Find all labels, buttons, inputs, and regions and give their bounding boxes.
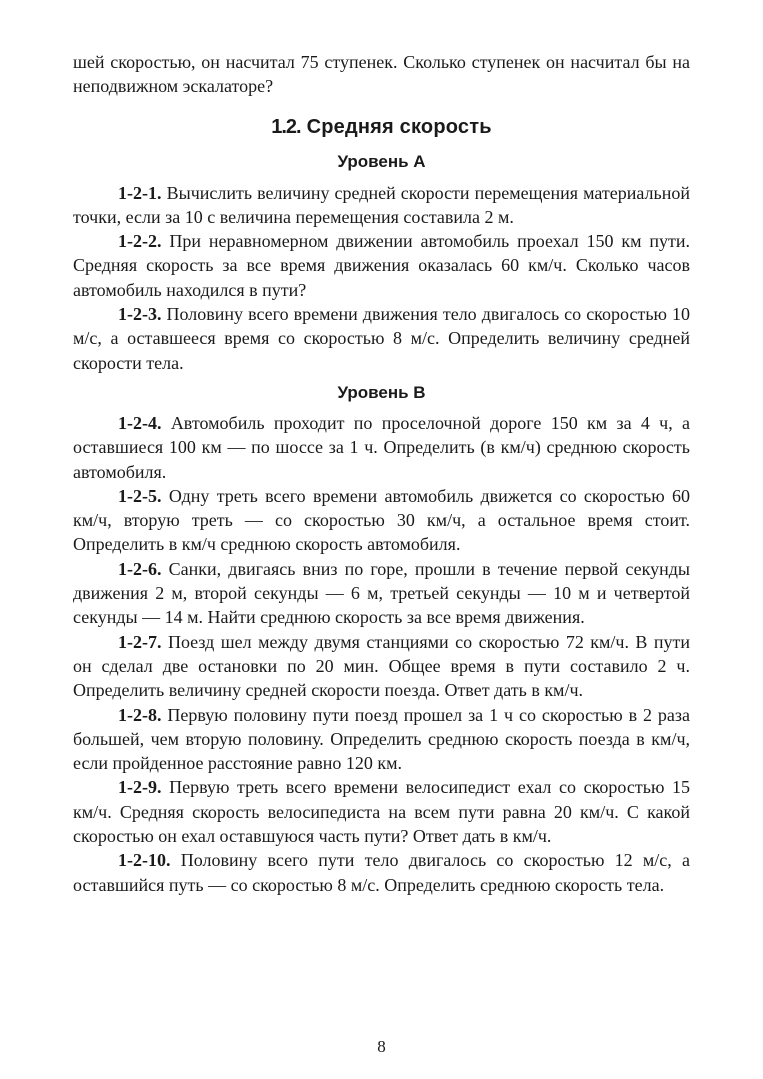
- problem-number: 1-2-2.: [118, 231, 162, 252]
- problem-number: 1-2-4.: [118, 412, 162, 433]
- problem-1-2-6: [73, 557, 690, 630]
- problem-number: 1-2-7.: [118, 631, 162, 652]
- problem-text: Автомобиль проходит по проселочной дороге 150 км за 4 ч, а оставшиеся 100 км — по шоссе за 1 ч. Определить (в км/ч) среднюю скорость автомобиля.: [73, 412, 691, 482]
- problem-number: 1-2-1.: [118, 182, 162, 203]
- problem-text: Вычислить величину средней скорости перемещения материальной точки, если за 10 с величина перемещения составила 2 м.: [73, 182, 690, 227]
- level-b-title: Уровень В: [337, 382, 426, 402]
- section-title-text: Средняя скорость: [306, 115, 492, 138]
- section-title: [73, 113, 690, 141]
- problem-1-2-7: [73, 630, 690, 703]
- problem-1-2-8: [73, 703, 690, 776]
- problem-number: 1-2-8.: [118, 704, 162, 725]
- problem-1-2-3: [73, 302, 690, 375]
- problem-text: Первую треть всего времени велосипедист ехал со скоростью 15 км/ч. Средняя скорость велосипедиста на всем пути равна 20 км/ч. С какой скоростью он ехал оставшуюся часть пути? Ответ дать в км/ч.: [73, 777, 690, 847]
- level-a-title: Уровень А: [337, 151, 426, 171]
- problem-number: 1-2-10.: [118, 850, 171, 871]
- problem-number: 1-2-3.: [118, 304, 162, 325]
- problem-number: 1-2-9.: [118, 777, 162, 798]
- intro-paragraph: шей скоростью, он насчитал 75 ступенек. Сколько ступенек он насчитал бы на неподвижном эскалаторе?: [73, 52, 690, 97]
- page-number: 8: [377, 1037, 386, 1056]
- problem-text: Санки, двигаясь вниз по горе, прошли в течение первой секунды движения 2 м, второй секунды — 6 м, третьей секунды — 10 м и четвертой секунды — 14 м. Найти среднюю скорость за все время движения.: [73, 558, 690, 628]
- problem-text: Первую половину пути поезд прошел за 1 ч со скоростью в 2 раза большей, чем вторую половину. Определить среднюю скорость поезда в км/ч, если пройденное расстояние равно 120 км.: [73, 704, 690, 774]
- problem-text: Одну треть всего времени автомобиль движется со скоростью 60 км/ч, вторую треть — со скоростью 30 км/ч, а остальное время стоит. Определить в км/ч среднюю скорость автомобиля.: [73, 485, 691, 555]
- problem-1-2-9: [73, 775, 690, 848]
- problem-1-2-10: [73, 848, 690, 897]
- problem-1-2-5: [73, 484, 690, 557]
- section-number: 1.2.: [271, 115, 301, 138]
- problem-text: Поезд шел между двумя станциями со скоростью 72 км/ч. В пути он сделал две остановки по 20 мин. Общее время в пути составило 2 ч. Определить величину средней скорости поезда. Ответ дать в км/ч.: [73, 631, 690, 701]
- problem-1-2-4: [73, 411, 690, 484]
- problem-text: Половину всего пути тело двигалось со скоростью 12 м/с, а оставшийся путь — со скоростью 8 м/с. Определить среднюю скорость тела.: [73, 850, 691, 895]
- problem-text: При неравномерном движении автомобиль проехал 150 км пути. Средняя скорость за все время движения оказалась 60 км/ч. Сколько часов автомобиль находился в пути?: [73, 231, 691, 300]
- problem-text: Половину всего времени движения тело двигалось со скоростью 10 м/с, а оставшееся время со скоростью 8 м/с. Определить величину средней скорости тела.: [73, 304, 691, 373]
- problem-number: 1-2-6.: [118, 558, 162, 579]
- page-content: [73, 50, 690, 897]
- problem-number: 1-2-5.: [118, 485, 162, 506]
- problem-1-2-2: [73, 229, 690, 302]
- problem-1-2-1: [73, 181, 690, 230]
